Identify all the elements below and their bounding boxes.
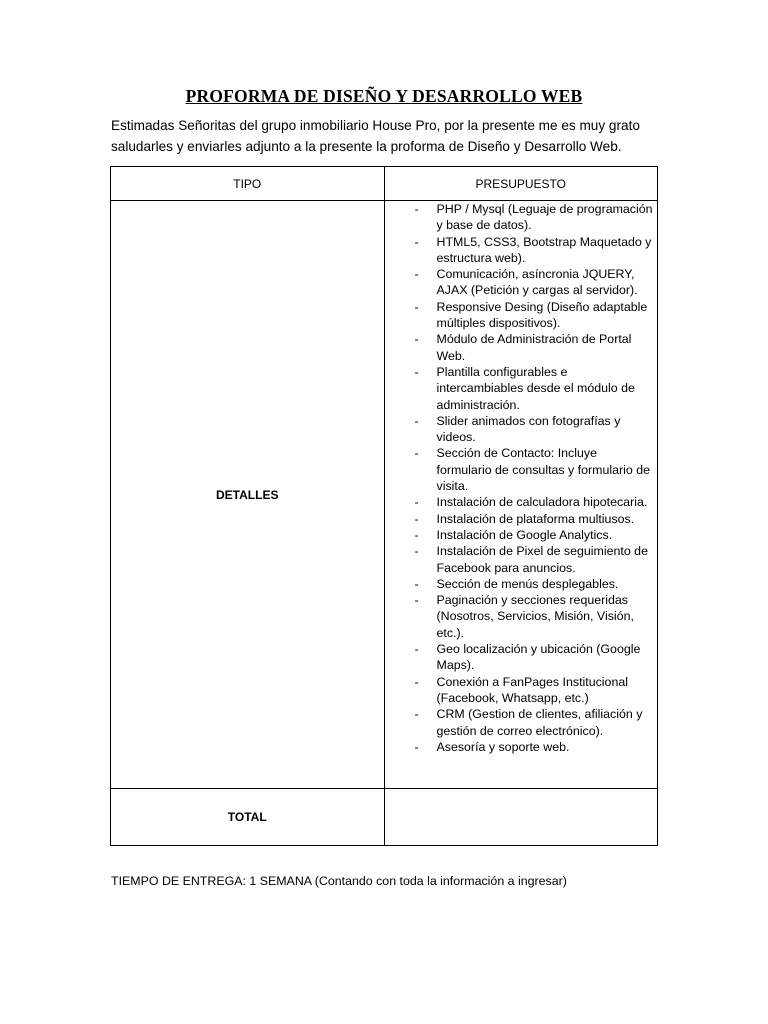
details-list (385, 201, 658, 755)
list-dash: - (414, 202, 419, 216)
list-dash: - (414, 267, 419, 282)
list-dash: - (414, 511, 419, 526)
header-presupuesto: PRESUPUESTO (384, 167, 658, 201)
list-item-text: Instalación de Google Analytics. (436, 527, 613, 542)
list-dash: - (414, 234, 419, 249)
list-item (385, 445, 654, 494)
intro-paragraph: Estimadas Señoritas del grupo inmobiliario House Pro, por la presente me es muy grato saludarles y enviarles adjunto a la presente la proforma de Diseño y Desarrollo Web. (111, 118, 640, 154)
list-item (385, 494, 654, 510)
list-dash: - (414, 544, 419, 559)
list-item (385, 234, 654, 267)
list-item-text: Comunicación, asíncronia JQUERY, AJAX (Petición y cargas al servidor). (436, 267, 638, 298)
list-item-text: Sección de menús desplegables. (436, 576, 619, 591)
list-item-text: Slider animados con fotografías y videos. (436, 413, 621, 445)
details-list-cell (384, 201, 658, 789)
list-item (385, 331, 654, 364)
list-dash: - (414, 707, 419, 722)
list-item-text: Conexión a FanPages Institucional (Facebook, Whatsapp, etc.) (436, 674, 628, 705)
total-value (384, 789, 658, 846)
list-dash: - (414, 576, 419, 591)
list-dash: - (414, 413, 419, 428)
proforma-table (110, 166, 658, 846)
list-item-text: Paginación y secciones requeridas (Nosotros, Servicios, Misión, Visión, etc.). (436, 593, 634, 640)
list-dash: - (414, 527, 419, 542)
list-item (385, 739, 654, 755)
details-row (111, 201, 658, 789)
list-dash: - (414, 332, 419, 347)
list-item-text: HTML5, CSS3, Bootstrap Maquetado y estructura web). (436, 234, 652, 265)
list-item (385, 641, 654, 674)
list-item (385, 511, 654, 527)
list-dash: - (414, 642, 419, 657)
header-tipo: TIPO (111, 167, 385, 201)
list-dash: - (414, 674, 419, 689)
list-item (385, 576, 654, 592)
total-label: TOTAL (111, 789, 385, 846)
list-item (385, 674, 654, 707)
list-item-text: Instalación de calculadora hipotecaria. (436, 495, 648, 510)
list-item-text: Instalación de plataforma multiusos. (436, 511, 635, 526)
list-item (385, 413, 654, 446)
list-item (385, 364, 654, 413)
table-header-row (111, 167, 658, 201)
list-item-text: Asesoría y soporte web. (436, 739, 570, 754)
list-item-text: Responsive Desing (Diseño adaptable múltiples dispositivos). (436, 299, 648, 331)
list-item (385, 527, 654, 543)
page-title: PROFORMA DE DISEÑO Y DESARROLLO WEB (185, 86, 583, 106)
list-item-text: Instalación de Pixel de seguimiento de Facebook para anuncios. (436, 544, 648, 575)
list-item-text: CRM (Gestion de clientes, afiliación y gestión de correo electrónico). (436, 707, 643, 738)
delivery-time: TIEMPO DE ENTREGA: 1 SEMANA (Contando con toda la información a ingresar) (111, 874, 567, 888)
list-item-text: Sección de Contacto: Incluye formulario de consultas y formulario de visita. (436, 446, 650, 494)
list-item (385, 706, 654, 739)
list-item (385, 266, 654, 299)
total-row (111, 789, 658, 846)
list-dash: - (414, 495, 419, 510)
list-item (385, 299, 654, 332)
list-item-text: Geo localización y ubicación (Google Maps). (436, 642, 641, 673)
list-dash: - (414, 739, 419, 754)
list-item-text: PHP / Mysql (Leguaje de programación y base de datos). (436, 202, 653, 233)
list-dash: - (414, 446, 419, 461)
list-item-text: Plantilla configurables e intercambiables desde el módulo de administración. (436, 364, 635, 412)
list-item (385, 201, 654, 234)
list-dash: - (414, 364, 419, 379)
list-item (385, 543, 654, 576)
list-dash: - (414, 593, 419, 608)
list-item (385, 592, 654, 641)
details-label: DETALLES (111, 201, 385, 789)
list-dash: - (414, 299, 419, 314)
list-item-text: Módulo de Administración de Portal Web. (436, 332, 632, 363)
